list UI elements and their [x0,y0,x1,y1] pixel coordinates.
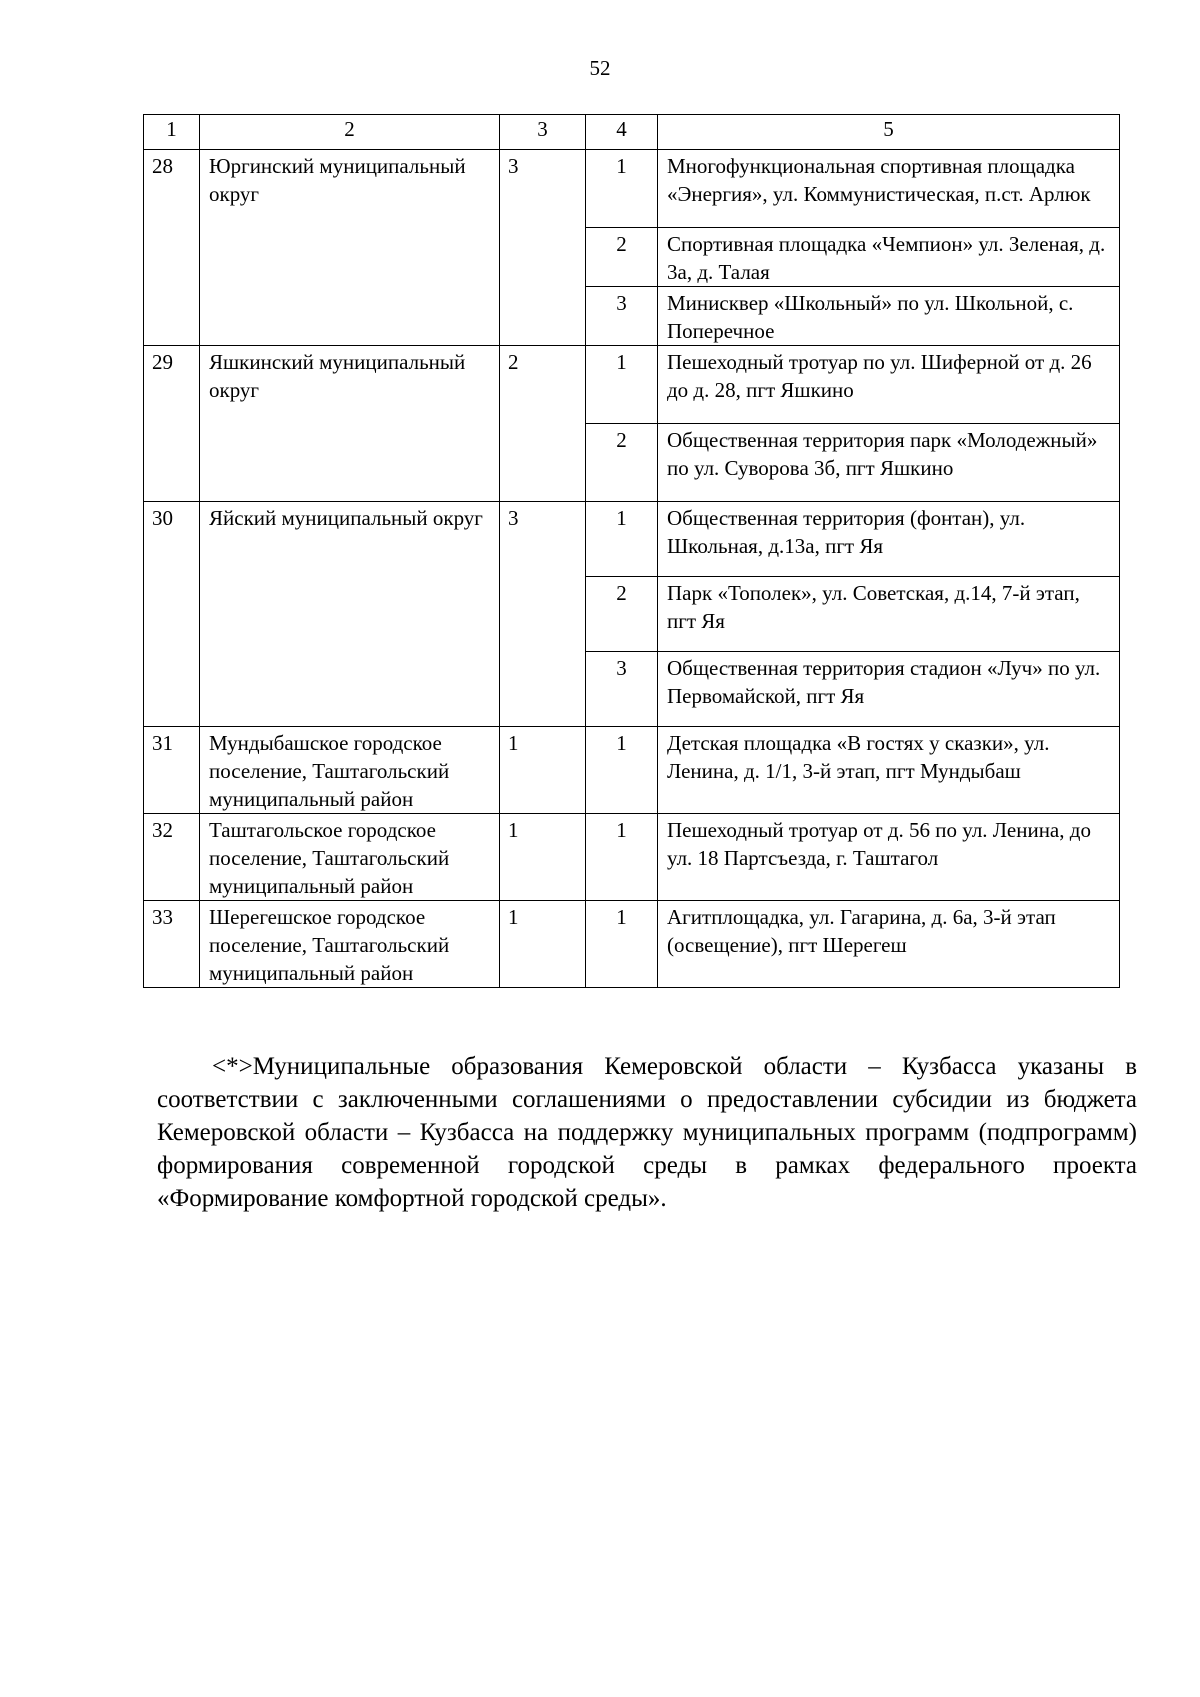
item-number-cell: 1 [586,150,658,228]
header-cell-3: 3 [500,115,586,150]
object-description-cell: Общественная территория стадион «Луч» по ул. Первомайской, пгт Яя [658,652,1120,727]
objects-count-cell: 1 [500,814,586,901]
object-description-cell: Общественная территория (фонтан), ул. Школьная, д.13а, пгт Яя [658,502,1120,577]
table-row [144,814,1120,901]
row-number-cell: 30 [144,502,200,727]
header-cell-2: 2 [200,115,500,150]
item-number-cell: 1 [586,814,658,901]
item-number-cell: 1 [586,502,658,577]
item-number-cell: 1 [586,346,658,424]
row-number-cell: 28 [144,150,200,346]
object-description-cell: Парк «Тополек», ул. Советская, д.14, 7-й этап, пгт Яя [658,577,1120,652]
item-number-cell: 2 [586,577,658,652]
item-number-cell: 2 [586,228,658,287]
municipality-cell: Таштагольское городское поселение, Таштагольский муниципальный район [200,814,500,901]
table-row [144,727,1120,814]
municipality-cell: Шерегешское городское поселение, Таштагольский муниципальный район [200,901,500,988]
row-number-cell: 29 [144,346,200,502]
item-number-cell: 1 [586,727,658,814]
object-description-cell: Общественная территория парк «Молодежный» по ул. Суворова 3б, пгт Яшкино [658,424,1120,502]
item-number-cell: 1 [586,901,658,988]
row-number-cell: 33 [144,901,200,988]
footnote-paragraph: <*>Муниципальные образования Кемеровской области – Кузбасса указаны в соответствии с заключенными соглашениями о предоставлении субсидии из бюджета Кемеровской области – Кузбасса на поддержку муниципальных программ (подпрограмм) формирования современной городской среды в рамках федерального проекта «Формирование комфортной городской среды». [157,1053,1137,1212]
objects-table [143,114,1120,988]
object-description-cell: Пешеходный тротуар по ул. Шиферной от д. 26 до д. 28, пгт Яшкино [658,346,1120,424]
municipality-cell: Яйский муниципальный округ [200,502,500,727]
row-number-cell: 32 [144,814,200,901]
table-header-row [144,115,1120,150]
item-number-cell: 2 [586,424,658,502]
item-number-cell: 3 [586,287,658,346]
object-description-cell: Спортивная площадка «Чемпион» ул. Зеленая, д. 3а, д. Талая [658,228,1120,287]
object-description-cell: Многофункциональная спортивная площадка «Энергия», ул. Коммунистическая, п.ст. Арлюк [658,150,1120,228]
header-cell-1: 1 [144,115,200,150]
page-number: 52 [589,56,611,80]
objects-count-cell: 1 [500,727,586,814]
object-description-cell: Пешеходный тротуар от д. 56 по ул. Ленина, до ул. 18 Партсъезда, г. Таштагол [658,814,1120,901]
table-row [144,901,1120,988]
table-body [144,115,1120,988]
table-row [144,346,1120,424]
object-description-cell: Агитплощадка, ул. Гагарина, д. 6а, 3-й этап (освещение), пгт Шерегеш [658,901,1120,988]
header-cell-5: 5 [658,115,1120,150]
row-number-cell: 31 [144,727,200,814]
objects-count-cell: 3 [500,150,586,346]
table-row [144,502,1120,577]
municipality-cell: Яшкинский муниципальный округ [200,346,500,502]
item-number-cell: 3 [586,652,658,727]
objects-count-cell: 2 [500,346,586,502]
objects-count-cell: 1 [500,901,586,988]
municipality-cell: Мундыбашское городское поселение, Таштагольский муниципальный район [200,727,500,814]
municipality-cell: Юргинский муниципальный округ [200,150,500,346]
table-row [144,150,1120,228]
header-cell-4: 4 [586,115,658,150]
object-description-cell: Минисквер «Школьный» по ул. Школьной, с. Поперечное [658,287,1120,346]
objects-count-cell: 3 [500,502,586,727]
object-description-cell: Детская площадка «В гостях у сказки», ул. Ленина, д. 1/1, 3-й этап, пгт Мундыбаш [658,727,1120,814]
